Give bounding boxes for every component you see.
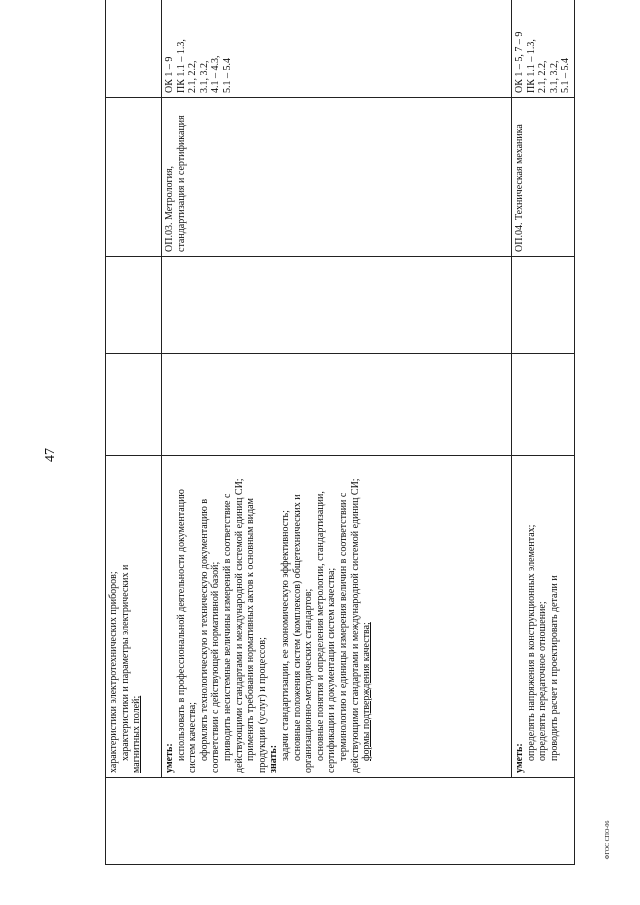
page-number: 47 xyxy=(43,448,58,462)
code-line: ПК 1.1 – 1.3, xyxy=(175,39,187,93)
skill-item: использовать в профессиональной деятельности документацию систем качества; xyxy=(175,489,199,773)
text-line: магнитных полей; xyxy=(131,695,143,773)
code-line: 5.1 – 5.4 xyxy=(560,58,572,93)
cell-op04-codes xyxy=(512,0,575,98)
code-line: 5.1 – 5.4 xyxy=(221,58,233,93)
text-line: характеристики электротехнических приборов; xyxy=(108,571,119,773)
empty-cell xyxy=(106,0,162,98)
empty-cell xyxy=(512,354,575,456)
knowledge-item: задачи стандартизации, ее экономическую эффективность; xyxy=(279,510,291,761)
code-line: 3.1, 3.2, xyxy=(198,60,210,93)
code-line: 2.1, 2.2, xyxy=(187,60,199,93)
table-row-op03 xyxy=(162,0,512,865)
empty-cell xyxy=(106,354,162,456)
knowledge-item: основные положения систем (комплексов) общетехнических и организационно-методических стандартов; xyxy=(291,494,315,773)
code-line: ОК 1 – 9 xyxy=(164,56,175,93)
cell-op03-skills xyxy=(162,456,512,778)
skill-item: оформлять технологическую и техническую документацию в соответствии с действующей нормативной базой; xyxy=(198,498,222,773)
empty-cell xyxy=(162,257,512,354)
knowledge-item: формы подтверждения качества; xyxy=(361,622,373,761)
skill-item: применять требования нормативных актов к основным видам продукции (услуг) и процессов; xyxy=(245,498,268,773)
code-line: ОК 1 – 5, 7 – 9 xyxy=(514,31,525,93)
knowledge-item: основные понятия и определения метрологии, стандартизации, сертификации и документации систем качества; xyxy=(314,491,338,773)
knowledge-label: знать: xyxy=(268,744,280,773)
footer-doc-code: ФГОС СПО-06 xyxy=(605,820,611,860)
skills-label: уметь: xyxy=(514,743,525,773)
code-line: 3.1, 3.2, xyxy=(548,60,560,93)
skill-item: проводить расчет и проектировать детали и xyxy=(548,575,560,761)
cell-continued-knowledge xyxy=(106,456,162,778)
cell-op04-skills xyxy=(512,456,575,778)
left-empty-column xyxy=(106,778,575,865)
code-line: 2.1, 2.2, xyxy=(537,60,549,93)
cell-op03-codes xyxy=(162,0,512,98)
cell-op03-discipline: ОП.03. Метрология, стандартизация и сертификация xyxy=(162,98,512,257)
skill-item: определять напряжения в конструкционных элементах; xyxy=(525,524,537,761)
table-row-op04 xyxy=(512,0,575,865)
empty-cell xyxy=(512,257,575,354)
empty-cell xyxy=(162,354,512,456)
skill-item: приводить несистемные величины измерений в соответствие с действующими стандартами и международной системой единиц СИ; xyxy=(221,478,245,773)
table-row-continuation xyxy=(106,0,162,865)
empty-cell xyxy=(106,98,162,257)
skills-label: уметь: xyxy=(164,743,175,773)
code-line: 4.1 – 4.3, xyxy=(210,55,222,93)
rotated-table-page xyxy=(105,31,572,865)
competency-table xyxy=(105,0,575,865)
skill-item: определять передаточное отношение; xyxy=(537,601,549,761)
cell-op04-discipline: ОП.04. Техническая механика xyxy=(512,98,575,257)
knowledge-item: терминологию и единицы измерения величин в соответствии с действующими стандартами и международной системой единиц СИ; xyxy=(337,478,361,773)
empty-cell xyxy=(106,257,162,354)
text-line: характеристики и параметры электрических и xyxy=(119,564,131,761)
code-line: ПК 1.1 – 1.3, xyxy=(525,39,537,93)
